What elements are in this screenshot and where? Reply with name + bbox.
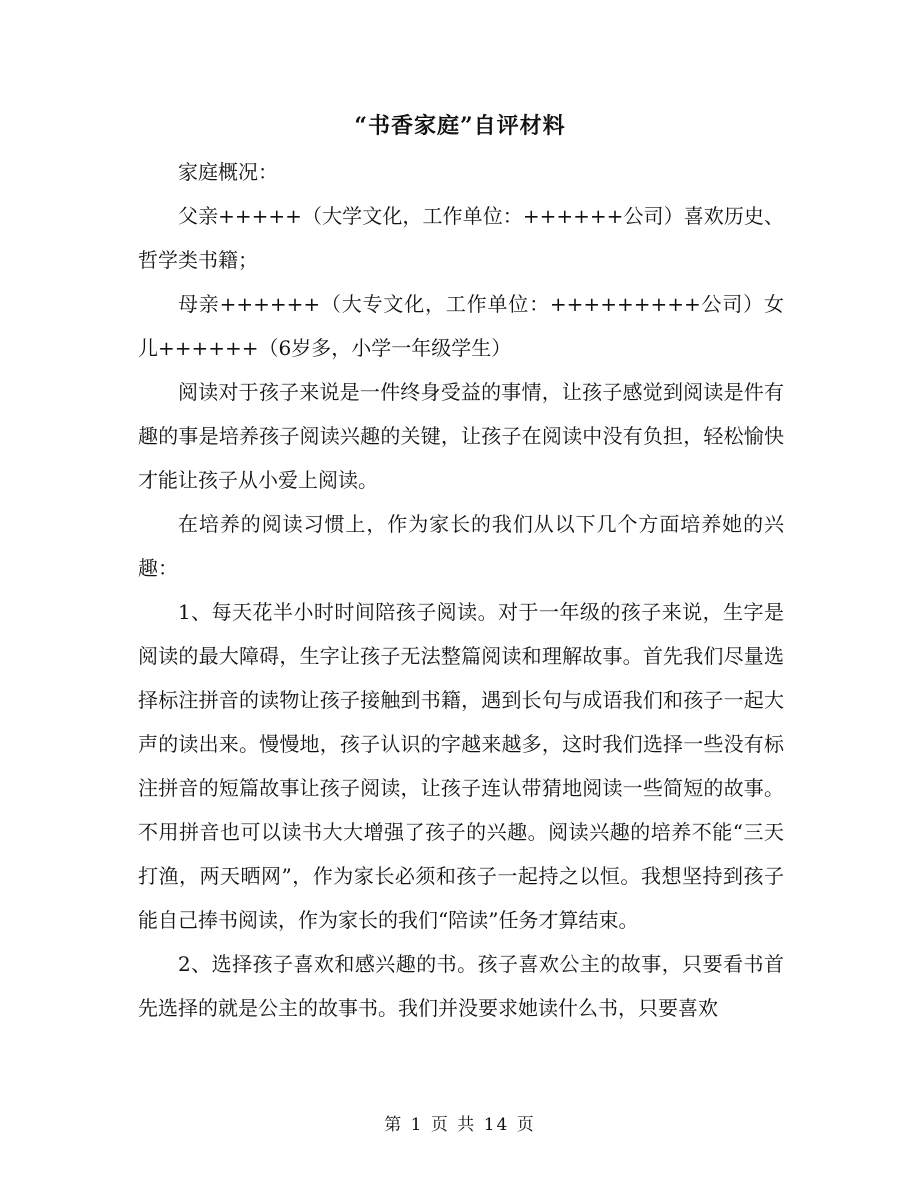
paragraph-mother-daughter: 母亲++++++（大专文化，工作单位：+++++++++公司）女儿++++++（6岁多，小学一年级学生） <box>138 292 784 360</box>
paragraph-point-2: 2、选择孩子喜欢和感兴趣的书。孩子喜欢公主的故事，只要看书首先选择的就是公主的故事书。我们并没要求她读什么书，只要喜欢 <box>138 952 784 1020</box>
page-footer: 第 1 页 共 14 页 <box>384 1115 536 1135</box>
paragraph-father: 父亲+++++（大学文化，工作单位：++++++公司）喜欢历史、哲学类书籍； <box>138 204 784 272</box>
paragraph-point-1: 1、每天花半小时时间陪孩子阅读。对于一年级的孩子来说，生字是阅读的最大障碍，生字让孩子无法整篇阅读和理解故事。首先我们尽量选择标注拼音的读物让孩子接触到书籍，遇到长句与成语我们和孩子一起大声的读出来。慢慢地，孩子认识的字越来越多，这时我们选择一些没有标注拼音的短篇故事让孩子阅读，让孩子连认带猜地阅读一些简短的故事。不用拼音也可以读书大大增强了孩子的兴趣。阅读兴趣的培养不能“三天打渔，两天晒网”，作为家长必须和孩子一起持之以恒。我想坚持到孩子能自己捧书阅读，作为家长的我们“陪读”任务才算结束。 <box>138 600 784 932</box>
paragraph-habit-intro: 在培养的阅读习惯上，作为家长的我们从以下几个方面培养她的兴趣： <box>138 512 784 580</box>
document-body <box>138 150 784 1030</box>
paragraph-reading-importance: 阅读对于孩子来说是一件终身受益的事情，让孩子感觉到阅读是件有趣的事是培养孩子阅读兴趣的关键，让孩子在阅读中没有负担，轻松愉快才能让孩子从小爱上阅读。 <box>138 380 784 492</box>
document-title: “书香家庭”自评材料 <box>354 113 566 139</box>
paragraph-family-overview: 家庭概况： <box>178 160 278 184</box>
